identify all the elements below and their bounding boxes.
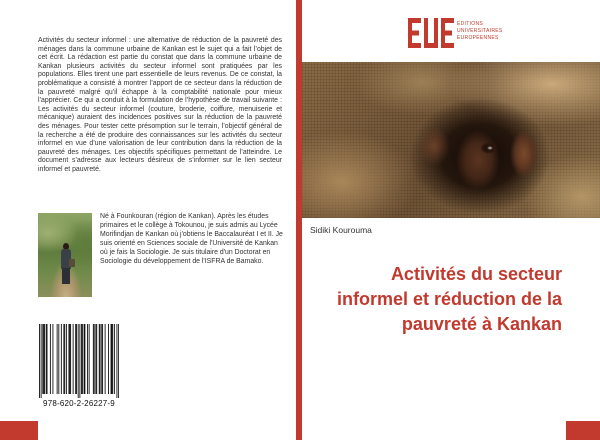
book-title-line: pauvreté à Kankan — [401, 314, 562, 334]
back-cover-summary: Activités du secteur informel : une alternative de réduction de la pauvreté des ménages dans la commune urbaine de Kankan est le sujet qui a fait l’objet de cet écrit. La rédaction est partie du constat que dans la commune urbaine de Kankan plusieurs activités du secteur informel sont pratiquées par les populations. Elles tirent une part essentielle de leurs revenus. De ce constat, la problématique a consisté à montrer l’apport de ce secteur dans la réduction de la pauvreté malgré qu’il échappe à la comptabilité nationale pour mieux l’apprécier. Ce qui a conduit à la formulation de l’hypothèse de travail suivante : Les activités du secteur informel (couture, broderie, coiffure, menuiserie et mécanique) auraient des incidences positives sur la réduction de la pauvreté des ménages. Pour tester cette présomption sur le terrain, l’objectif général de la recherche a été de produire des connaissances sur les activités du secteur informel en vue d’une valorisation de leur contribution dans la réduction de la pauvreté des ménages. Les objectifs spécifiques permettant de l’atteindre. Le document s’adresse aux lecteurs désireux de s’informer sur le lien secteur informel et pauvreté. — [38, 37, 282, 173]
publisher-logo-icon — [408, 18, 454, 48]
publisher-name-line: EUROPÉENNES — [457, 35, 499, 41]
barcode-bar — [78, 324, 79, 398]
barcode-bar — [73, 324, 74, 394]
bottom-right-strip — [566, 421, 600, 440]
barcode-bar — [93, 324, 94, 394]
barcode-bar — [111, 324, 112, 394]
barcode-bar — [105, 324, 106, 394]
barcode-bar — [118, 324, 119, 398]
barcode-bar — [50, 324, 51, 394]
barcode-bar — [96, 324, 97, 394]
barcode-bar — [112, 324, 113, 394]
barcode-bar — [41, 324, 42, 398]
barcode-bar — [44, 324, 45, 394]
barcode-bar — [111, 324, 112, 394]
author-photo-figure-bag — [69, 259, 75, 267]
book-title-line: Activités du secteur — [390, 264, 562, 284]
barcode-bar — [84, 324, 85, 394]
publisher-name — [457, 21, 503, 42]
barcode-bar — [68, 324, 69, 394]
barcode-bar — [87, 324, 88, 394]
barcode-bar — [64, 324, 65, 394]
barcode-bar — [76, 324, 77, 394]
barcode-bar — [75, 324, 76, 394]
barcode-bar — [57, 324, 58, 394]
barcode-bar — [52, 324, 53, 394]
author-photo-figure-legs — [62, 268, 70, 284]
author-photo — [38, 213, 92, 297]
barcode-bar — [100, 324, 101, 394]
barcode-bar — [66, 324, 67, 394]
publisher-name-line: ÉDITIONS — [457, 21, 484, 27]
barcode-bar — [102, 324, 103, 394]
barcode-bar — [95, 324, 96, 394]
barcode-bar — [47, 324, 48, 394]
cover-photo — [302, 62, 600, 218]
barcode-bar — [61, 324, 62, 394]
barcode-bars — [39, 324, 119, 398]
barcode-bar — [99, 324, 100, 394]
barcode-bar — [108, 324, 109, 394]
barcode-bar — [116, 324, 117, 398]
barcode-bar — [42, 324, 43, 394]
book-title — [337, 262, 562, 337]
book-title-line: informel et réduction de la — [336, 289, 562, 309]
barcode-bar — [89, 324, 90, 394]
barcode-bar — [69, 324, 70, 394]
barcode-bar — [63, 324, 64, 394]
barcode-bar — [46, 324, 47, 394]
barcode-bar — [82, 324, 83, 394]
bottom-left-strip — [0, 421, 38, 440]
barcode-bar — [84, 324, 85, 394]
barcode-bar — [70, 324, 71, 394]
front-cover-author: Sidiki Kourouma — [310, 225, 372, 235]
barcode-bar — [39, 324, 40, 398]
barcode-bar — [81, 324, 82, 394]
barcode-bar — [58, 324, 59, 394]
publisher-name-line: UNIVERSITAIRES — [457, 28, 503, 34]
author-bio: Né à Founkouran (région de Kankan). Après les études primaires et le collège à Tokounou, je suis admis au Lycée Morifindjan de Kankan où j'obtiens le Baccalauréat I et II. Je suis orienté en Sciences sociale de l'Université de Kankan où je fais la Sociologie. Je suis titulaire d'un Doctorat en Sociologie du développement de l'ISFRA de Bamako. — [100, 213, 283, 266]
barcode-bar — [43, 324, 44, 394]
barcode-bar — [101, 324, 102, 394]
barcode — [36, 321, 122, 413]
barcode-bar — [114, 324, 115, 394]
barcode-bar — [94, 324, 95, 394]
isbn-number: 978-620-2-26227-9 — [43, 399, 115, 408]
barcode-bar — [79, 324, 80, 398]
